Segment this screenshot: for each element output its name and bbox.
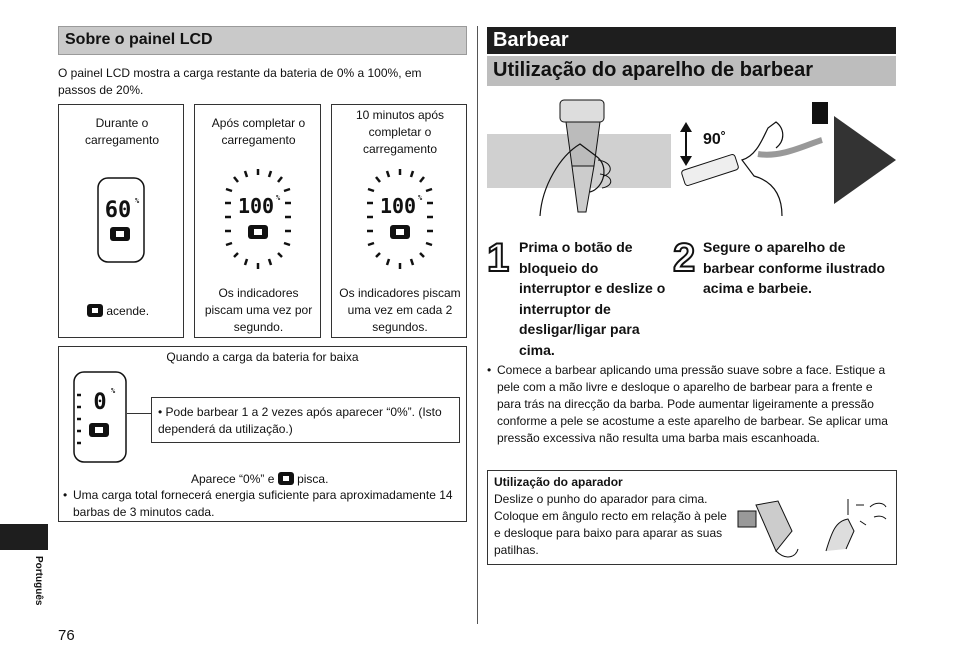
step-1-number: 1 bbox=[487, 236, 510, 280]
shaving-face-illustration bbox=[672, 100, 832, 218]
blink-post: pisca. bbox=[297, 472, 329, 486]
side-tab-label: Português bbox=[33, 556, 44, 606]
panel-note-row bbox=[87, 303, 183, 320]
svg-text:%: % bbox=[418, 194, 423, 202]
low-battery-box bbox=[58, 346, 467, 522]
bullet-dot: • bbox=[63, 488, 68, 502]
lcd-intro: O painel LCD mostra a carga restante da bateria de 0% a 100%, em passos de 20%. bbox=[58, 66, 422, 97]
lcd-panel-complete bbox=[194, 104, 321, 338]
lcd-display-100-slow-blink bbox=[365, 167, 435, 271]
lcd-value: 0 bbox=[93, 390, 107, 415]
trimmer-illustration bbox=[736, 491, 891, 561]
low-battery-callout: • Pode barbear 1 a 2 vezes após aparecer “0%”. (Isto dependerá da utilização.) bbox=[151, 397, 460, 443]
panel-note: acende. bbox=[106, 304, 150, 318]
side-tab-label-wrap bbox=[33, 556, 47, 616]
angle-label: 90˚ bbox=[703, 131, 727, 148]
step-2-number: 2 bbox=[673, 236, 696, 280]
lcd-panel-10min bbox=[331, 104, 467, 338]
side-tab-bar bbox=[0, 524, 48, 550]
panel-caption: Após completar o carregamento bbox=[211, 116, 306, 147]
step-2-text: Segure o aparelho de barbear conforme ilustrado acima e barbeie. bbox=[703, 239, 886, 296]
trimmer-box bbox=[487, 470, 897, 565]
bullet-text: Comece a barbear aplicando uma pressão suave sobre a face. Estique a pele com a mão livre e desloque o aparelho de barbear para a frente e para trás na direcção da barba. Pode aumentar ligeiramente a pressão conforme a pele se acostume a este aparelho de barbear. Se aplicar uma pressão excessiva não resulta uma barba mais escanhoada. bbox=[497, 363, 888, 445]
panel-note: Os indicadores piscam uma vez por segundo. bbox=[204, 286, 313, 334]
lcd-value: 100 bbox=[379, 194, 417, 218]
lcd-display-100-blink bbox=[223, 167, 293, 271]
trimmer-title: Utilização do aparador bbox=[494, 475, 623, 489]
svg-text:%: % bbox=[135, 197, 140, 205]
svg-text:%: % bbox=[111, 387, 116, 395]
svg-text:%: % bbox=[276, 194, 281, 202]
shaving-bullet bbox=[487, 362, 896, 447]
section-subtitle: Utilização do aparelho de barbear bbox=[487, 56, 896, 86]
lcd-display-60 bbox=[97, 177, 145, 263]
lcd-value: 100 bbox=[237, 194, 275, 218]
column-divider bbox=[477, 26, 478, 624]
lcd-panel-charging bbox=[58, 104, 184, 338]
section-title-barbear: Barbear bbox=[487, 27, 896, 54]
blink-pre: Aparece “0%” e bbox=[191, 472, 275, 486]
page-number: 76 bbox=[58, 627, 75, 644]
blink-row bbox=[191, 471, 451, 488]
bullet-text: Uma carga total fornecerá energia suficiente para aproximadamente 14 barbas de 3 minutos cada. bbox=[73, 488, 453, 519]
low-battery-bullet bbox=[63, 487, 461, 521]
panel-caption: Durante o carregamento bbox=[84, 116, 160, 147]
plug-icon bbox=[278, 472, 294, 485]
trimmer-text: Deslize o punho do aparador para cima. Coloque em ângulo recto em relação à pele e desloque para baixo para aparar as suas patilhas. bbox=[494, 492, 727, 557]
shaver-hand-illustration bbox=[520, 96, 620, 218]
low-battery-title: Quando a carga da bateria for baixa bbox=[166, 350, 359, 364]
plug-icon bbox=[87, 304, 103, 317]
panel-note: Os indicadores piscam uma vez em cada 2 segundos. bbox=[339, 286, 461, 334]
next-arrow-icon bbox=[832, 116, 898, 204]
panel-caption: 10 minutos após completar o carregamento bbox=[355, 108, 445, 156]
step-1-text: Prima o botão de bloqueio do interruptor e deslize o interruptor de desligar/ligar para cima. bbox=[519, 239, 666, 358]
bullet-dot: • bbox=[487, 363, 492, 377]
lcd-value: 60 bbox=[104, 198, 132, 223]
section-title-lcd: Sobre o painel LCD bbox=[58, 26, 467, 55]
lcd-display-0 bbox=[73, 371, 127, 463]
